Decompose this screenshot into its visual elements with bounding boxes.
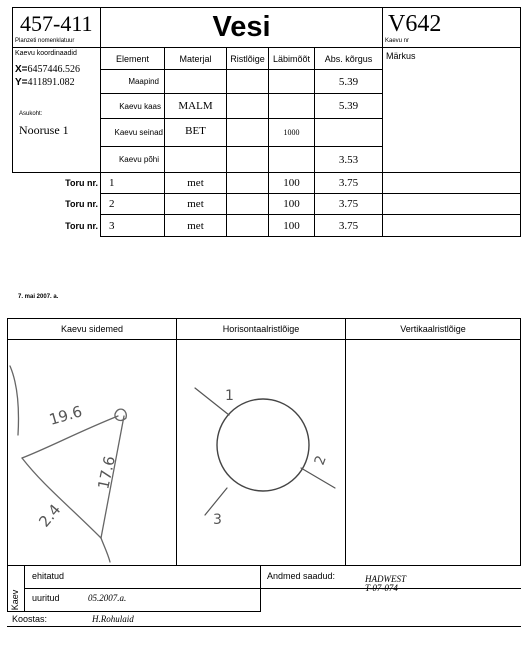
coordinates-label: Kaevu koordinaadid — [15, 50, 77, 57]
pipe-mark-2: 2 — [311, 453, 330, 468]
y-coordinate: Y=411891.082 — [15, 77, 75, 88]
row-height: 3.53 — [338, 153, 359, 166]
date-note: 7. mai 2007. a. — [18, 294, 59, 300]
row-material: MALM — [178, 100, 213, 112]
pipe-mark-3: 3 — [213, 512, 222, 528]
row-element: Maapind — [128, 77, 159, 86]
pipe-material: met — [187, 219, 204, 232]
sketch-measure-label: 19.6 — [47, 402, 85, 429]
header-material: Materjal — [179, 53, 212, 64]
horizontal-section-sketch — [177, 340, 345, 565]
row-diameter: 1000 — [283, 128, 300, 137]
pipe-diameter: 100 — [283, 177, 300, 189]
well-number-value: V642 — [388, 11, 442, 37]
nomenclature-value: 457-411 — [20, 11, 93, 36]
data-source-company: HADWEST — [365, 574, 406, 584]
compiled-label: Koostas: — [12, 614, 48, 624]
sketch-measure-label: 2.4 — [35, 500, 65, 531]
pipe-diameter: 100 — [283, 198, 300, 210]
pipe-number: 2 — [109, 198, 115, 210]
pipe-height: 3.75 — [338, 177, 359, 189]
row-height: 5.39 — [338, 75, 359, 88]
sketch-col-well-links: Kaevu sidemed — [60, 324, 124, 334]
location-value: Nooruse 1 — [19, 123, 69, 137]
compiled-value: H.Rohulaid — [92, 614, 134, 624]
pipe-diameter: 100 — [283, 219, 300, 232]
pipe-number: 1 — [109, 177, 115, 189]
pipe-material: met — [187, 198, 204, 210]
sketch-col-horizontal: Horisontaalristlõige — [222, 324, 300, 334]
page-title: Vesi — [212, 11, 271, 43]
pipe-mark-1: 1 — [225, 388, 234, 404]
header-element: Element — [115, 53, 150, 64]
data-source-label: Andmed saadud: — [267, 571, 336, 581]
pipe-height: 3.75 — [338, 198, 359, 210]
row-height: 5.39 — [338, 100, 359, 112]
sketch-col-vertical: Vertikaalristlõige — [400, 324, 466, 334]
sketch-measure-label: 17.6 — [94, 454, 119, 491]
row-element: Kaevu kaas — [119, 101, 161, 111]
x-coordinate: X=6457446.526 — [15, 64, 81, 75]
header-cross-section: Ristlõige — [230, 53, 265, 64]
well-side-label: Kaev — [10, 589, 20, 611]
nomenclature-label: Planzeti nomenklatuur — [15, 38, 75, 44]
data-source-code: T-07-074 — [365, 583, 398, 593]
pipe-label: Toru nr. — [65, 199, 98, 209]
header-remarks: Märkus — [386, 51, 416, 61]
well-links-sketch — [8, 340, 176, 565]
row-material: BET — [185, 125, 206, 137]
pipe-label: Toru nr. — [65, 178, 98, 188]
pipe-number: 3 — [109, 219, 115, 232]
row-element: Kaevu seinad — [114, 128, 163, 137]
pipe-material: met — [187, 177, 204, 189]
surveyed-label: uuritud — [32, 593, 60, 603]
header-abs-height: Abs. kõrgus — [324, 53, 373, 64]
built-label: ehitatud — [32, 571, 65, 581]
pipe-height: 3.75 — [338, 219, 359, 232]
location-label: Asukoht: — [19, 111, 43, 117]
row-element: Kaevu põhi — [118, 155, 159, 164]
pipe-label: Toru nr. — [65, 220, 98, 231]
well-number-label: Kaevu nr — [385, 38, 410, 44]
header-diameter: Läbimõõt — [272, 53, 311, 64]
surveyed-value: 05.2007.a. — [88, 593, 127, 603]
